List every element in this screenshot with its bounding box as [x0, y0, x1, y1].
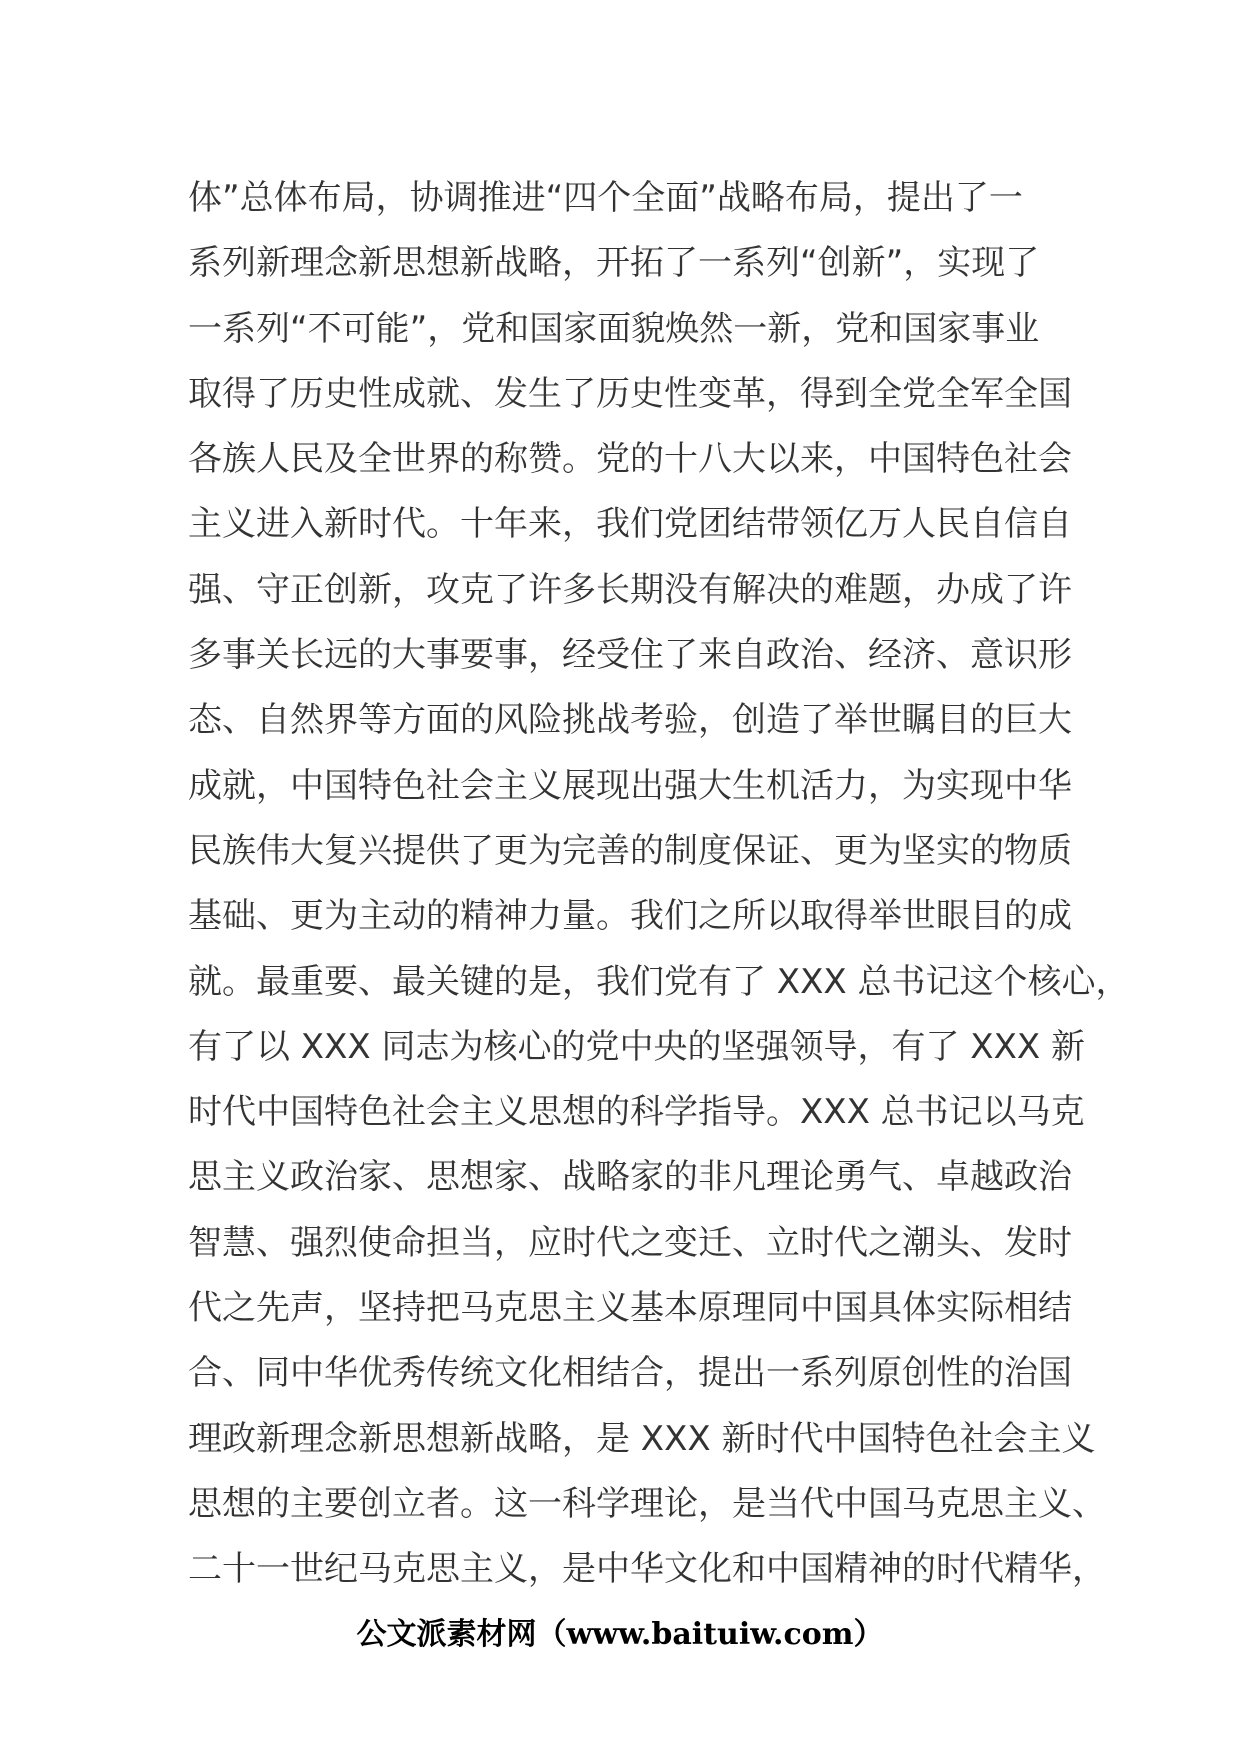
- text-line: 二十一世纪马克思主义，是中华文化和中国精神的时代精华，: [188, 1549, 1106, 1590]
- text-line: 基础、更为主动的精神力量。我们之所以取得举世眼目的成: [188, 896, 1072, 937]
- body-text: [188, 166, 1130, 1603]
- text-line: 各族人民及全世界的称赞。党的十八大以来，中国特色社会: [188, 439, 1072, 480]
- text-line: 体”总体布局，协调推进“四个全面”战略布局，提出了一: [188, 178, 1023, 218]
- page-footer: 公文派素材网（www.baituiw.com）: [356, 1617, 884, 1652]
- text-line: 成就，中国特色社会主义展现出强大生机活力，为实现中华: [188, 765, 1072, 806]
- text-line: 思主义政治家、思想家、战略家的非凡理论勇气、卓越政治: [188, 1157, 1072, 1198]
- text-line: 取得了历史性成就、发生了历史性变革，得到全党全军全国: [188, 373, 1072, 414]
- text-line: 合、同中华优秀传统文化相结合，提出一系列原创性的治国: [188, 1353, 1072, 1394]
- text-line: 强、守正创新，攻克了许多长期没有解决的难题，办成了许: [188, 569, 1072, 610]
- text-line: 智慧、强烈使命担当，应时代之变迁、立时代之潮头、发时: [188, 1222, 1072, 1263]
- text-line: 有了以 XXX 同志为核心的党中央的坚强领导，有了 XXX 新: [188, 1026, 1085, 1067]
- text-line: 一系列“不可能”，党和国家面貌焕然一新，党和国家事业: [188, 308, 1040, 349]
- text-line: 态、自然界等方面的风险挑战考验，创造了举世瞩目的巨大: [188, 700, 1072, 741]
- text-line: 思想的主要创立者。这一科学理论，是当代中国马克思主义、: [188, 1483, 1106, 1524]
- text-line: 理政新理念新思想新战略，是 XXX 新时代中国特色社会主义: [188, 1418, 1096, 1459]
- text-line: 多事关长远的大事要事，经受住了来自政治、经济、意识形: [188, 635, 1072, 676]
- text-line: 代之先声，坚持把马克思主义基本原理同中国具体实际相结: [188, 1288, 1072, 1329]
- text-line: 就。最重要、最关键的是，我们党有了 XXX 总书记这个核心，: [188, 961, 1130, 1002]
- text-line: 民族伟大复兴提供了更为完善的制度保证、更为坚实的物质: [188, 830, 1072, 871]
- text-line: 系列新理念新思想新战略，开拓了一系列“创新”，实现了: [188, 243, 1040, 284]
- text-line: 主义进入新时代。十年来，我们党团结带领亿万人民自信自: [188, 504, 1072, 545]
- text-line: 时代中国特色社会主义思想的科学指导。XXX 总书记以马克: [188, 1092, 1085, 1133]
